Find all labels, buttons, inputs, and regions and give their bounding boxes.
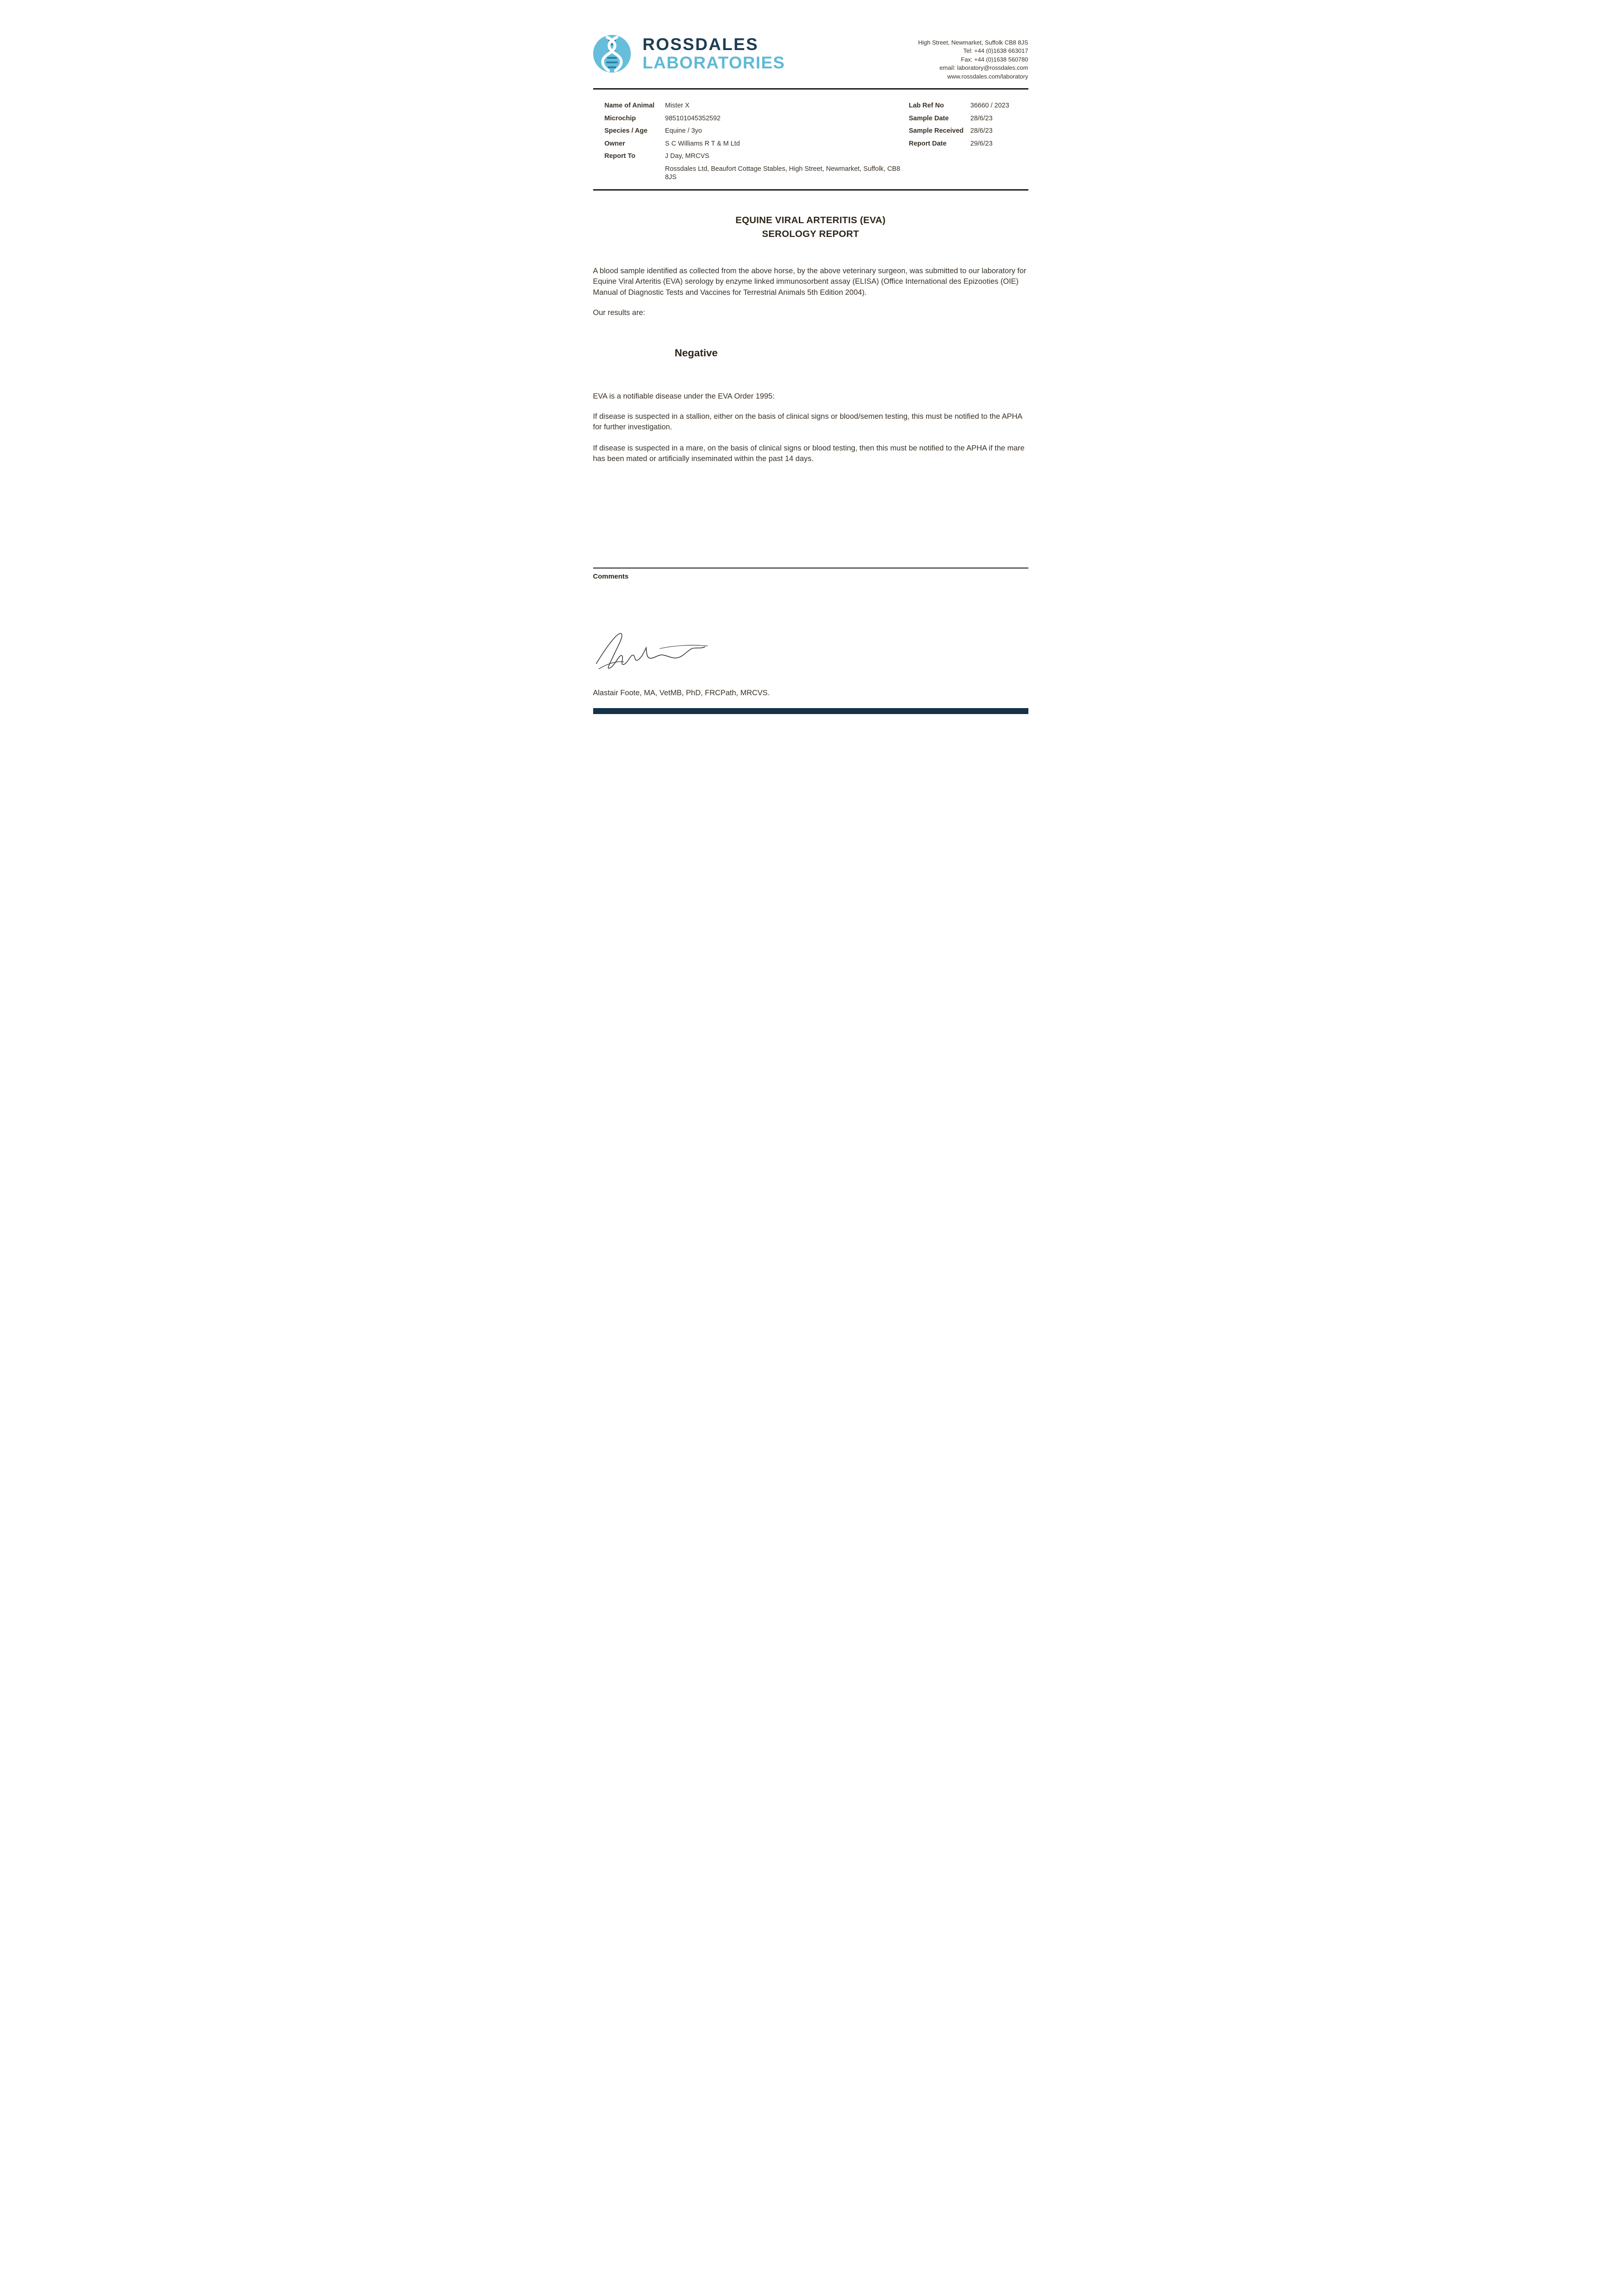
header-divider [593,88,1028,90]
field-value: Rossdales Ltd, Beaufort Cottage Stables, High Street, Newmarket, Suffolk, CB8 8JS [665,165,900,181]
field-value: 36660 / 2023 [970,102,1010,110]
field-label: Microchip [604,114,636,122]
sample-info-left [605,101,909,186]
paragraph-method: A blood sample identified as collected from the above horse, by the above veterinary surgeon, was submitted to our laboratory for Equine Viral Arteritis (EVA) serology by enzyme linked immunosorbent assay (ELISA) (Office International des Epizooties (OIE) Manual of Diagnostic Tests and Vaccines for Terrestrial Animals 5th Edition 2004). [593,266,1027,297]
contact-email: email: laboratory@rossdales.com [939,64,1028,72]
contact-block [918,39,1028,81]
field-label: Sample Date [909,114,949,122]
field-value: 28/6/23 [970,114,993,122]
signatory-name: Alastair Foote, MA, VetMB, PhD, FRCPath, MRCVS. [593,689,770,697]
field-label: Report Date [909,140,947,147]
field-value: Mister X [665,102,690,110]
info-row-sample-date [909,114,1028,123]
report-title-line2: SEROLOGY REPORT [762,228,859,239]
field-label [605,165,665,181]
field-label: Species / Age [604,127,648,135]
sample-info [593,101,1028,186]
comments-label: Comments [593,573,629,580]
sample-info-right [909,101,1028,186]
contact-fax: Fax: +44 (0)1638 560780 [961,56,1028,63]
info-row-report-to-address [605,165,909,181]
info-row-microchip [605,114,909,123]
report-title [593,214,1028,241]
brand-name: ROSSDALES [642,35,759,54]
field-value: Equine / 3yo [665,127,702,135]
field-value: S C Williams R T & M Ltd [665,140,740,147]
dna-helix-logo-icon [593,35,631,73]
result-value: Negative [674,347,718,359]
results-intro: Our results are: [593,309,645,317]
brand-subname: LABORATORIES [642,53,786,72]
info-row-sample-received [909,127,1028,135]
info-row-lab-ref [909,101,1028,110]
contact-website: www.rossdales.com/laboratory [947,73,1028,80]
field-value: 985101045352592 [665,114,721,122]
field-value: J Day, MRCVS [665,152,709,160]
signature-image [595,628,709,679]
paragraph-stallion: If disease is suspected in a stallion, either on the basis of clinical signs or blood/semen testing, this must be notified to the APHA for further investigation. [593,412,1022,432]
footer-bar [593,708,1028,714]
contact-tel: Tel: +44 (0)1638 663017 [963,47,1028,55]
info-row-species-age [605,127,909,135]
field-label: Owner [604,140,625,147]
report-title-line1: EQUINE VIRAL ARTERITIS (EVA) [735,215,886,226]
report-header [593,35,1028,81]
field-value: 29/6/23 [970,140,993,147]
field-label: Sample Received [909,127,964,135]
brand-text [643,35,786,72]
field-value: 28/6/23 [970,127,993,135]
info-row-report-date [909,140,1028,148]
report-page [559,0,1064,715]
info-divider [593,189,1028,191]
field-label: Lab Ref No [909,102,944,110]
info-row-report-to [605,152,909,160]
brand [593,35,786,73]
info-row-animal-name [605,101,909,110]
paragraph-mare: If disease is suspected in a mare, on the basis of clinical signs or blood testing, then this must be notified to the APHA if the mare has been mated or artificially inseminated within the past 14 days. [593,444,1025,463]
contact-address: High Street, Newmarket, Suffolk CB8 8JS [918,39,1028,46]
paragraph-notifiable: EVA is a notifiable disease under the EVA Order 1995: [593,392,775,401]
info-row-owner [605,140,909,148]
field-label: Report To [604,152,635,160]
field-label: Name of Animal [604,102,655,110]
comments-section [593,568,1028,580]
